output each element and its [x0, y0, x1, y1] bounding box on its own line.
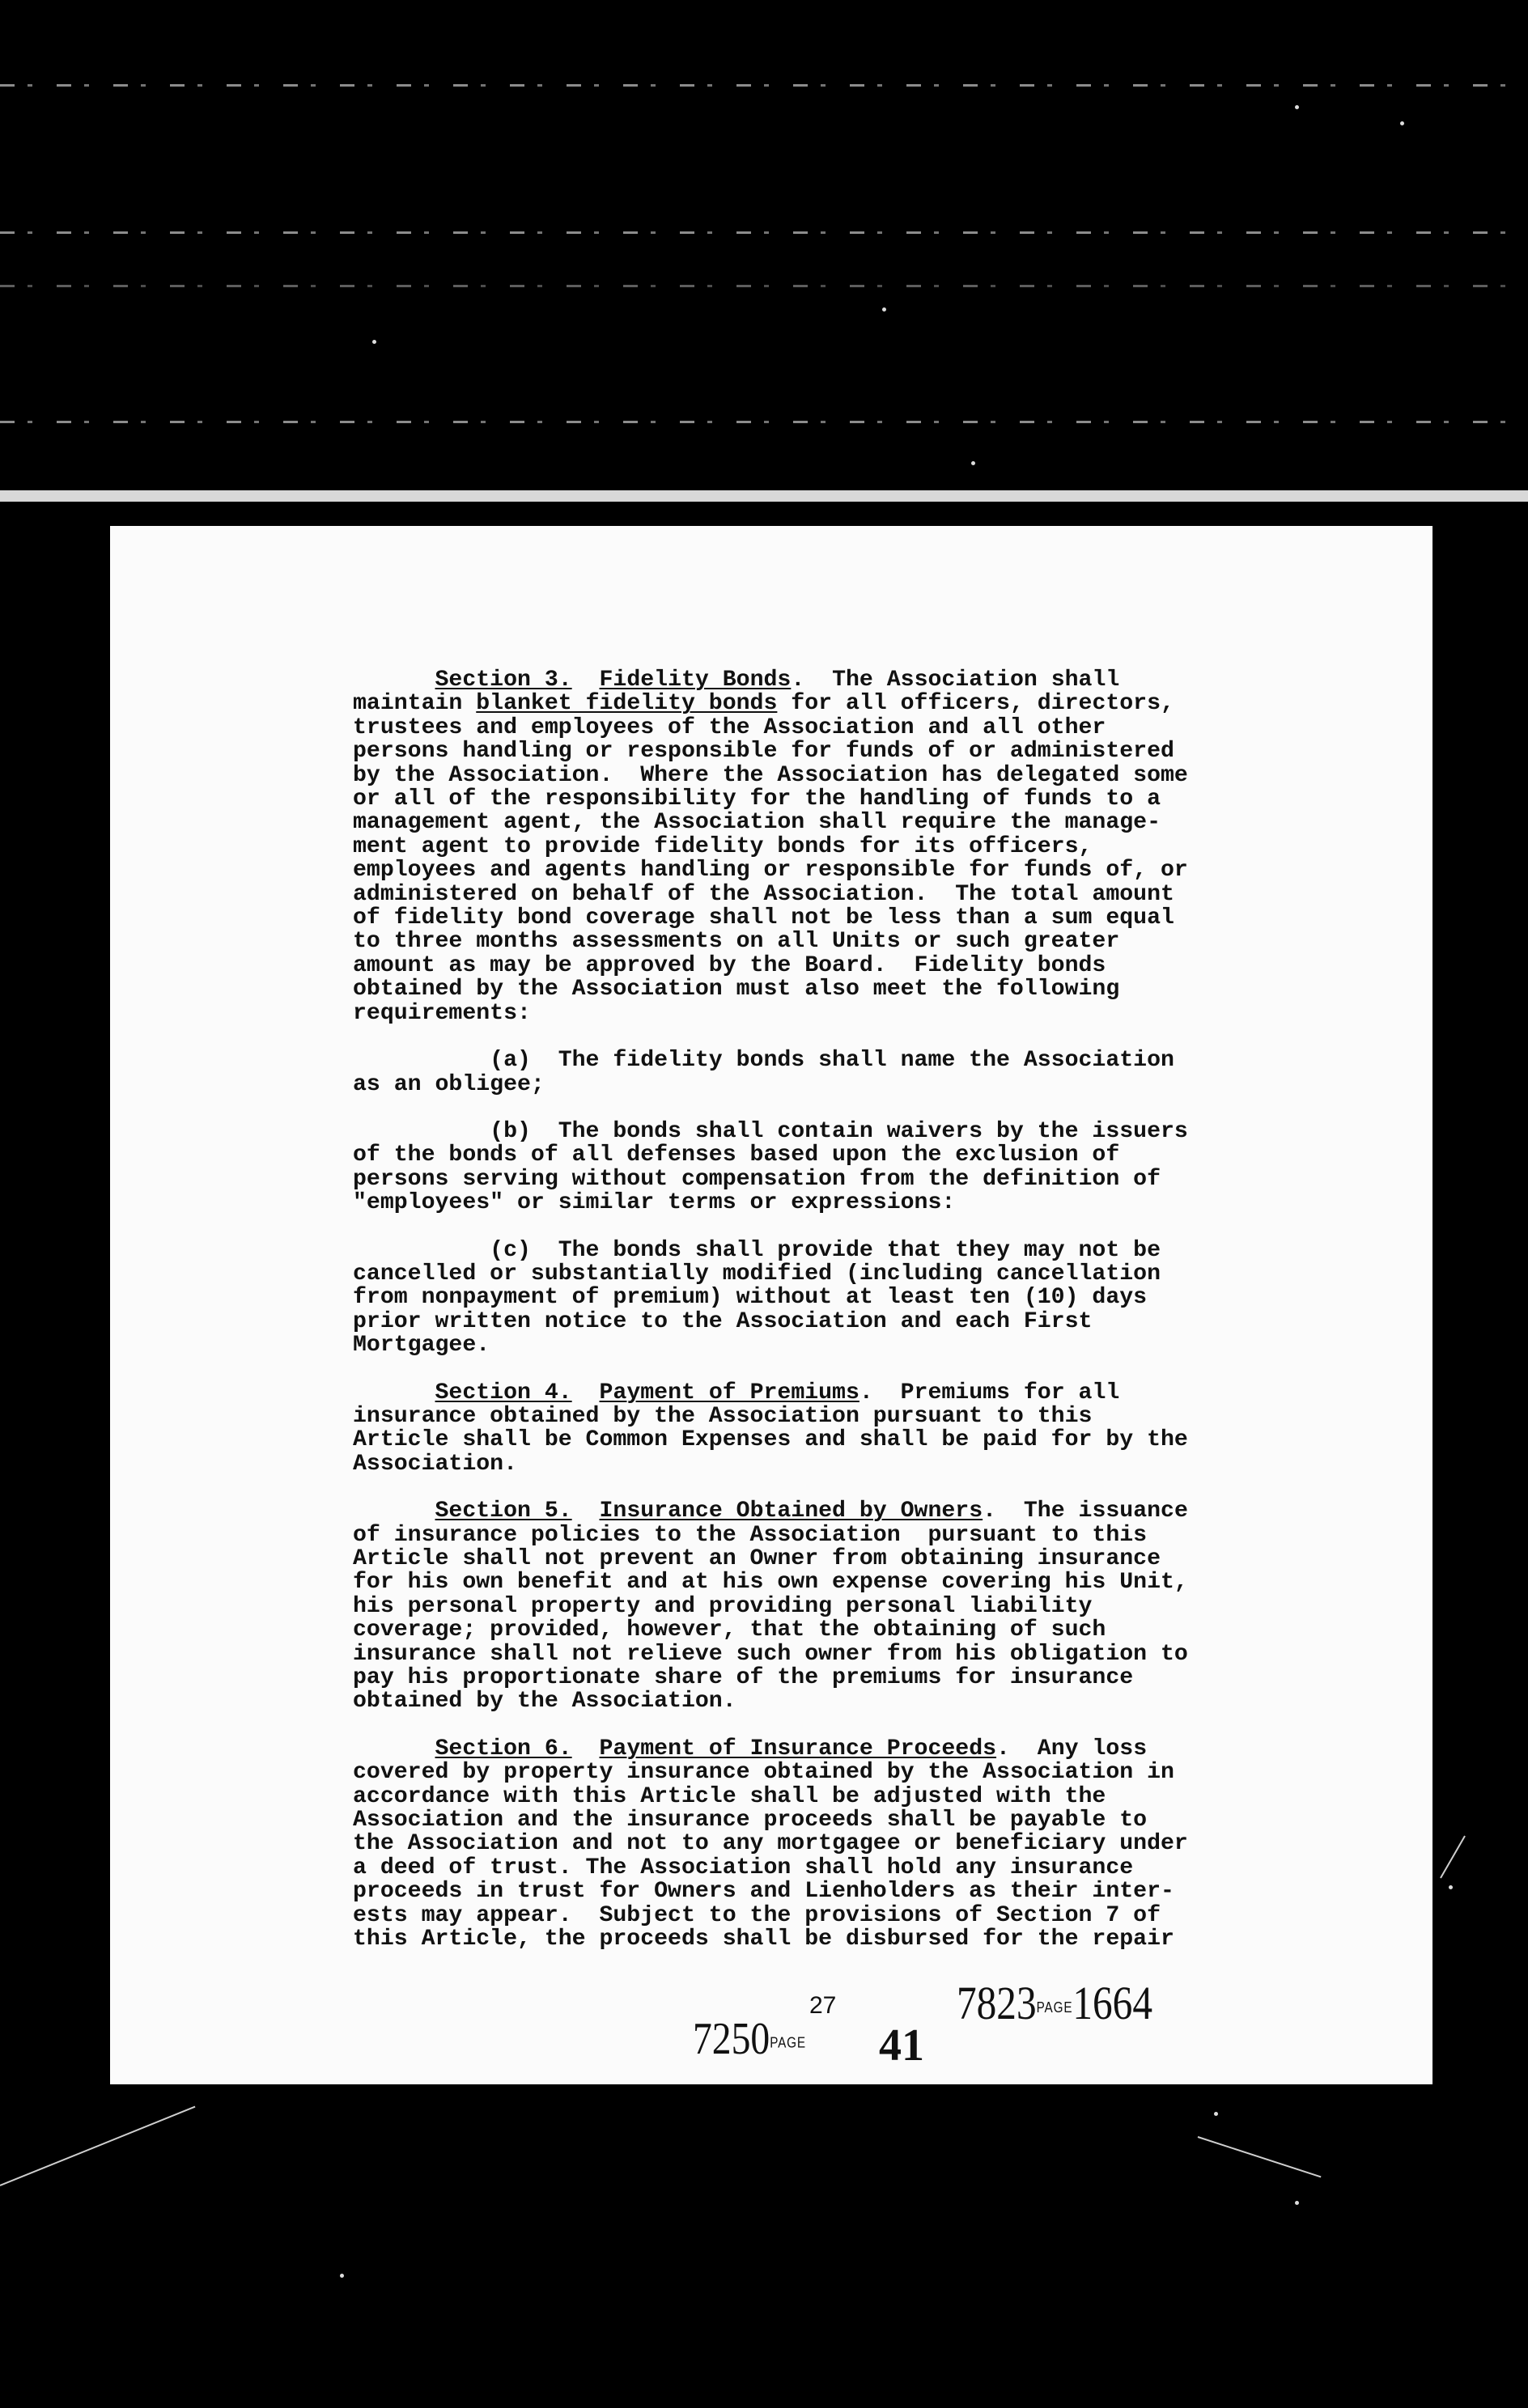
scan-noise-line — [0, 84, 1528, 87]
scan-speck — [971, 461, 975, 465]
book-stamp — [693, 2013, 806, 2065]
section-3-heading: Section 3. — [435, 668, 572, 693]
section-3-line: by the Association. Where the Association has delegated some — [353, 762, 1188, 788]
scan-speck — [1295, 2201, 1299, 2205]
section-4 — [353, 1381, 1405, 1477]
scan-stroke — [1198, 2136, 1322, 2177]
section-3-line: obtained by the Association must also meet the following — [353, 977, 1120, 1003]
book-stamp-2 — [957, 1976, 1152, 2030]
section-6-title: Payment of Insurance Proceeds — [599, 1736, 997, 1761]
document-text — [353, 668, 1405, 1975]
section-6-line: proceeds in trust for Owners and Lienholders as their inter- — [353, 1879, 1174, 1905]
scan-noise-line — [0, 421, 1528, 423]
page-stamp-2: 1664 — [1072, 1977, 1152, 2029]
section-3-line: maintain — [353, 691, 477, 717]
section-6-first-line: . Any loss — [996, 1736, 1148, 1761]
book-stamp-number: 7250 — [693, 2014, 770, 2064]
section-3-first-line: . The Association shall — [791, 668, 1120, 693]
section-5-first-line: . The issuance — [983, 1499, 1188, 1524]
item-c-line: cancelled or substantially modified (including cancellation — [353, 1261, 1161, 1287]
section-4-heading: Section 4. — [435, 1380, 572, 1405]
section-3-line: management agent, the Association shall require the manage- — [353, 810, 1161, 836]
section-4-line: Association. — [353, 1451, 517, 1477]
item-b-line: "employees" or similar terms or expressions: — [353, 1190, 956, 1216]
scan-speck — [372, 340, 376, 344]
document-page — [110, 526, 1432, 2084]
book-stamp-2-label: PAGE — [1036, 1999, 1073, 2016]
page-stamp: 41 — [879, 2020, 924, 2071]
section-4-title: Payment of Premiums — [599, 1380, 860, 1405]
section-3-line: for all officers, directors, — [777, 691, 1174, 717]
section-5-line: of insurance policies to the Association pursuant to this — [353, 1522, 1148, 1548]
scan-speck — [1449, 1885, 1453, 1889]
scan-noise-line — [0, 285, 1528, 287]
section-6-line: ests may appear. Subject to the provisions of Section 7 of — [353, 1902, 1161, 1928]
item-c-line: (c) The bonds shall provide that they may not be — [353, 1237, 1161, 1263]
section-3-line: trustees and employees of the Association and all other — [353, 714, 1106, 740]
item-a-line: as an obligee; — [353, 1071, 545, 1097]
section-5-line: for his own benefit and at his own expense covering his Unit, — [353, 1570, 1188, 1596]
section-4-line: Article shall be Common Expenses and shall be paid for by the — [353, 1427, 1188, 1453]
section-3-line: or all of the responsibility for the handling of funds to a — [353, 786, 1161, 812]
section-3-line: amount as may be approved by the Board. Fidelity bonds — [353, 952, 1106, 978]
item-c-line: from nonpayment of premium) without at least ten (10) days — [353, 1285, 1148, 1311]
item-b-line: (b) The bonds shall contain waivers by the issuers — [353, 1118, 1188, 1144]
scan-speck — [1214, 2112, 1218, 2116]
section-3-underlined-phrase: blanket fidelity bonds — [476, 691, 778, 717]
page-number: 27 — [809, 1992, 837, 2019]
item-b-line: of the bonds of all defenses based upon the exclusion of — [353, 1143, 1120, 1168]
section-5-line: obtained by the Association. — [353, 1689, 736, 1715]
section-3-line: requirements: — [353, 1000, 531, 1026]
section-3 — [353, 668, 1405, 1025]
section-6-line: a deed of trust. The Association shall hold any insurance — [353, 1855, 1134, 1880]
section-5-line: Article shall not prevent an Owner from obtaining insurance — [353, 1546, 1161, 1571]
book-stamp-2-number: 7823 — [957, 1977, 1037, 2029]
section-5 — [353, 1499, 1405, 1714]
item-b — [353, 1120, 1405, 1215]
section-5-line: coverage; provided, however, that the obtaining of such — [353, 1617, 1106, 1643]
item-a-line: (a) The fidelity bonds shall name the Association — [353, 1048, 1174, 1074]
section-6-line: this Article, the proceeds shall be disbursed for the repair — [353, 1927, 1174, 1952]
section-6-heading: Section 6. — [435, 1736, 572, 1761]
item-c-line: Mortgagee. — [353, 1333, 490, 1359]
section-5-line: pay his proportionate share of the premiums for insurance — [353, 1665, 1134, 1691]
section-6 — [353, 1737, 1405, 1952]
scan-speck — [882, 307, 886, 312]
section-5-heading: Section 5. — [435, 1499, 572, 1524]
book-stamp-label: PAGE — [770, 2034, 806, 2051]
section-4-first-line: . Premiums for all — [859, 1380, 1120, 1405]
section-3-line: of fidelity bond coverage shall not be less than a sum equal — [353, 905, 1174, 931]
scan-band — [0, 490, 1528, 502]
scan-speck — [340, 2274, 344, 2278]
item-c — [353, 1239, 1405, 1358]
section-3-line: persons handling or responsible for funds of or administered — [353, 739, 1174, 765]
section-6-line: accordance with this Article shall be adjusted with the — [353, 1783, 1106, 1809]
section-3-title: Fidelity Bonds — [599, 668, 792, 693]
section-3-line: administered on behalf of the Association. The total amount — [353, 881, 1174, 907]
item-b-line: persons serving without compensation from the definition of — [353, 1166, 1161, 1192]
scan-speck — [1295, 105, 1299, 109]
section-6-line: the Association and not to any mortgagee or beneficiary under — [353, 1831, 1188, 1857]
scan-noise-line — [0, 231, 1528, 234]
section-5-line: insurance shall not relieve such owner from his obligation to — [353, 1641, 1188, 1667]
item-a — [353, 1049, 1405, 1096]
section-4-line: insurance obtained by the Association pursuant to this — [353, 1403, 1093, 1429]
section-3-line: ment agent to provide fidelity bonds for its officers, — [353, 833, 1093, 859]
scan-stroke — [0, 2106, 195, 2186]
section-6-line: Association and the insurance proceeds shall be payable to — [353, 1808, 1148, 1834]
section-3-line: to three months assessments on all Units or such greater — [353, 929, 1120, 955]
item-c-line: prior written notice to the Association and each First — [353, 1308, 1093, 1334]
scan-stroke — [1440, 1836, 1466, 1879]
section-3-line: employees and agents handling or responsible for funds of, or — [353, 858, 1188, 884]
scan-speck — [1400, 121, 1404, 125]
section-5-title: Insurance Obtained by Owners — [599, 1499, 983, 1524]
section-5-line: his personal property and providing personal liability — [353, 1593, 1093, 1619]
section-6-line: covered by property insurance obtained by the Association in — [353, 1760, 1174, 1786]
